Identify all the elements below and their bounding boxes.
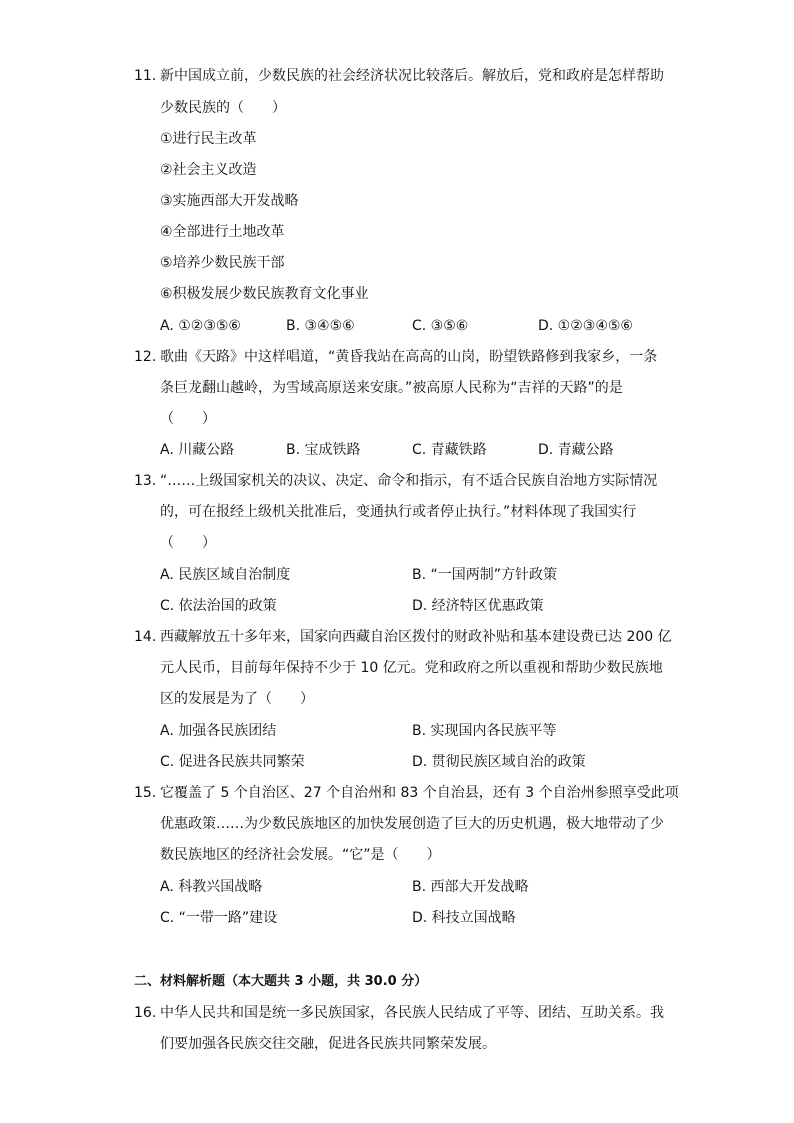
- question-text: 元人民币，目前每年保持不少于 10 亿元。党和政府之所以重视和帮助少数民族地: [160, 660, 663, 676]
- question-text: 少数民族的（ ）: [160, 100, 286, 116]
- option-c: C. 依法治国的政策: [160, 598, 277, 614]
- option-b: B. ③④⑤⑥: [286, 318, 355, 334]
- question-number: 11.: [134, 68, 157, 84]
- list-item: ③实施西部大开发战略: [160, 193, 299, 209]
- list-item: ①进行民主改革: [160, 131, 257, 147]
- option-d: D. 青藏公路: [538, 442, 614, 458]
- option-b: B. 宝成铁路: [286, 442, 361, 458]
- option-d: D. 科技立国战略: [412, 910, 516, 926]
- question-text: 的，可在报经上级机关批准后，变通执行或者停止执行。”材料体现了我国实行: [160, 504, 637, 520]
- question-text: 它覆盖了 5 个自治区、27 个自治州和 83 个自治县，还有 3 个自治州参照享受此项: [160, 785, 679, 801]
- question-number: 15.: [134, 785, 157, 801]
- list-item: ⑥积极发展少数民族教育文化事业: [160, 286, 369, 302]
- list-item: ④全部进行土地改革: [160, 224, 285, 240]
- question-text: 歌曲《天路》中这样唱道，“黄昏我站在高高的山岗，盼望铁路修到我家乡，一条: [160, 349, 658, 365]
- question-text: 条巨龙翻山越岭，为雪域高原送来安康。”被高原人民称为“吉祥的天路”的是: [160, 380, 623, 396]
- option-c: C. ③⑤⑥: [412, 318, 469, 334]
- option-c: C. 促进各民族共同繁荣: [160, 754, 305, 770]
- option-c: C. 青藏铁路: [412, 442, 487, 458]
- option-a: A. 科教兴国战略: [160, 879, 263, 895]
- list-item: ②社会主义改造: [160, 162, 257, 178]
- question-text: 区的发展是为了（ ）: [160, 691, 314, 707]
- question-number: 12.: [134, 349, 157, 365]
- question-text: 数民族地区的经济社会发展。“它”是（ ）: [160, 847, 441, 863]
- option-a: A. 民族区域自治制度: [160, 567, 291, 583]
- question-number: 16.: [134, 1005, 157, 1021]
- question-number: 14.: [134, 629, 157, 645]
- option-d: D. ①②③④⑤⑥: [538, 318, 633, 334]
- option-a: A. 加强各民族团结: [160, 723, 277, 739]
- option-b: B. 实现国内各民族平等: [412, 723, 557, 739]
- option-b: B. “一国两制”方针政策: [412, 567, 558, 583]
- question-text: （ ）: [160, 535, 216, 551]
- question-text: 中华人民共和国是统一多民族国家，各民族人民结成了平等、团结、互助关系。我: [160, 1005, 664, 1021]
- option-d: D. 经济特区优惠政策: [412, 598, 544, 614]
- question-text: “……上级国家机关的决议、决定、命令和指示，有不适合民族自治地方实际情况: [160, 473, 658, 489]
- option-a: A. ①②③⑤⑥: [160, 318, 241, 334]
- option-c: C. “一带一路”建设: [160, 910, 278, 926]
- list-item: ⑤培养少数民族干部: [160, 255, 285, 271]
- option-d: D. 贯彻民族区域自治的政策: [412, 754, 586, 770]
- question-text: （ ）: [160, 411, 216, 427]
- question-text: 西藏解放五十多年来，国家向西藏自治区拨付的财政补贴和基本建设费已达 200 亿: [160, 629, 672, 645]
- option-a: A. 川藏公路: [160, 442, 235, 458]
- question-text: 优惠政策……为少数民族地区的加快发展创造了巨大的历史机遇，极大地带动了少: [160, 816, 664, 832]
- question-text: 们要加强各民族交往交融，促进各民族共同繁荣发展。: [160, 1036, 496, 1052]
- question-text: 新中国成立前，少数民族的社会经济状况比较落后。解放后，党和政府是怎样帮助: [160, 68, 664, 84]
- question-number: 13.: [134, 473, 157, 489]
- section-heading: 二、材料解析题（本大题共 3 小题，共 30.0 分）: [134, 974, 428, 989]
- option-b: B. 西部大开发战略: [412, 879, 529, 895]
